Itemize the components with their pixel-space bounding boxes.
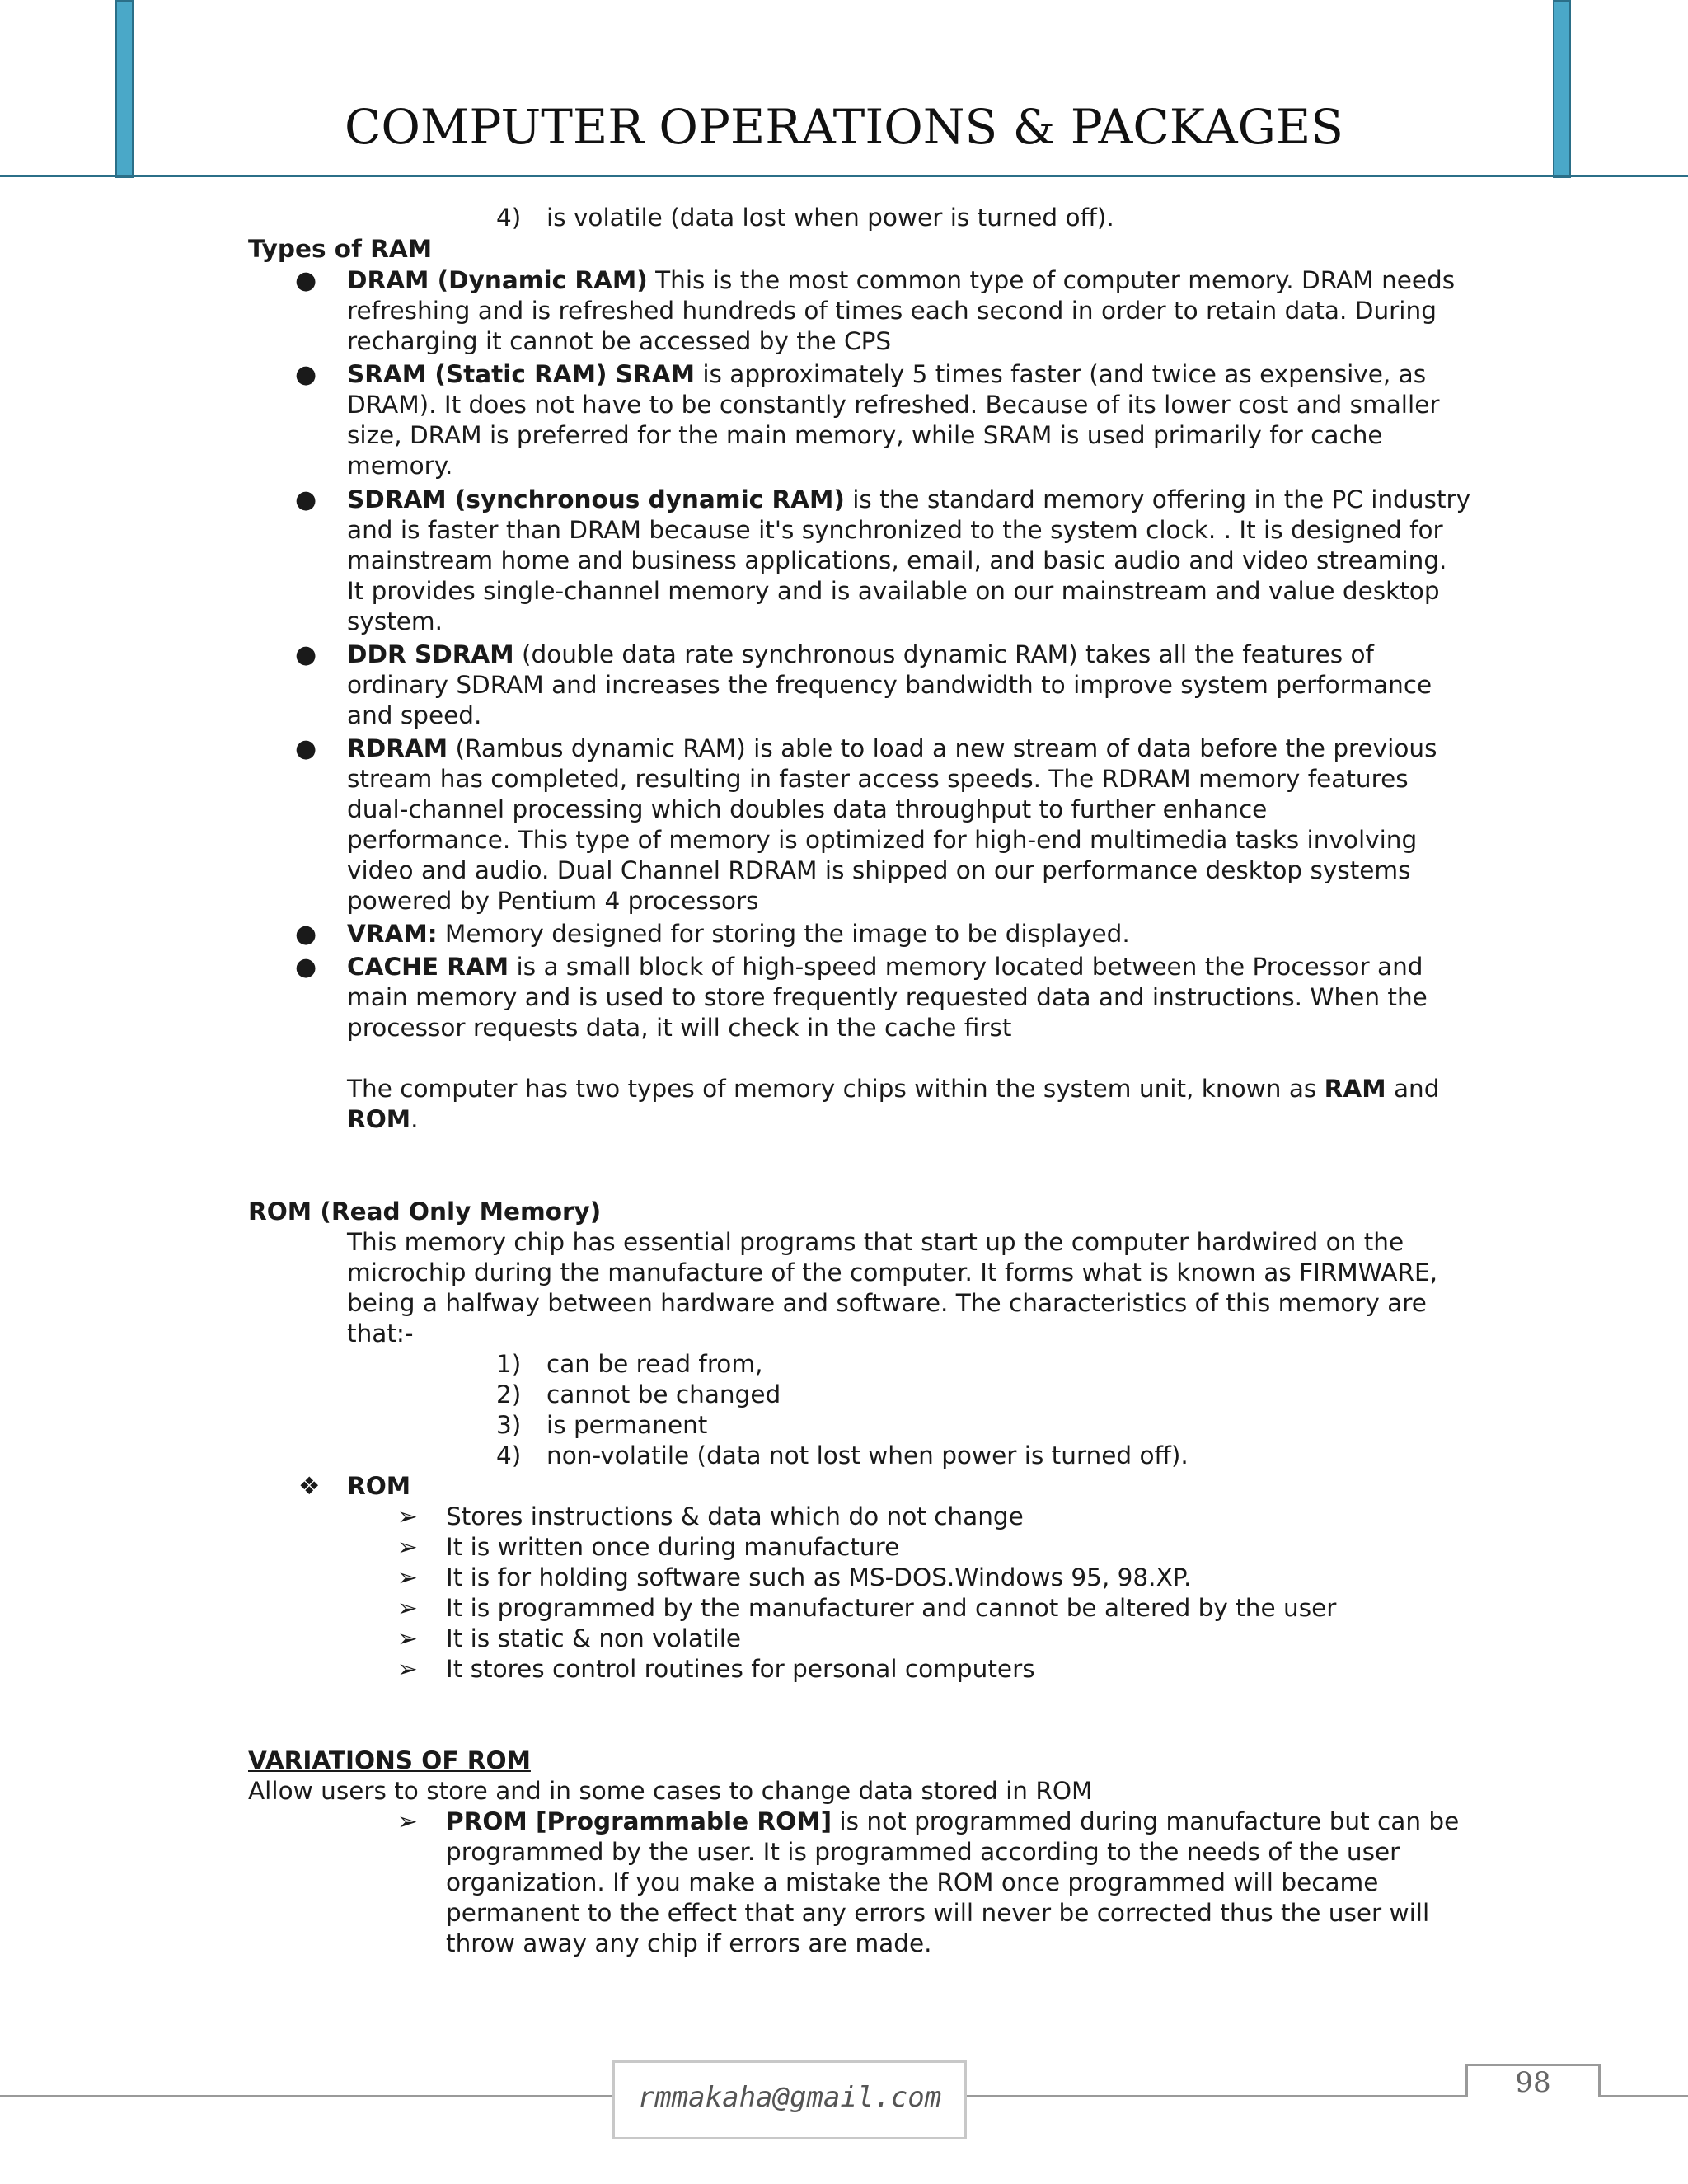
list-item-text: non-volatile (data not lost when power is turned off). [546,1441,1189,1469]
list-item-text: can be read from, [546,1350,763,1378]
section-heading-rom: ROM (Read Only Memory) [248,1197,602,1226]
page-number-box [1465,2064,1601,2097]
text-line: video and audio. Dual Channel RDRAM is shipped on our performance desktop systems [347,856,1411,884]
bullet-icon: ● [295,920,317,949]
bullet-icon: ● [295,266,317,295]
term: DDR SDRAM [347,640,514,668]
list-item-text: It is for holding software such as MS-DOS.Windows 95, 98.XP. [446,1563,1192,1591]
text-line: main memory and is used to store frequently requested data and instructions. When the [347,983,1428,1011]
term: PROM [Programmable ROM] [446,1807,832,1835]
arrow-bullet-icon: ➢ [397,1563,418,1591]
description: (double data rate synchronous dynamic RAM) takes all the features of [513,640,1374,668]
summary-line [347,1074,1439,1104]
term: DRAM (Dynamic RAM) [347,266,648,294]
ram-item-cache-ram [347,952,1423,982]
list-item-text: It is static & non volatile [446,1624,742,1652]
description: is the standard memory offering in the PC industry [844,485,1471,513]
summary-text: . [410,1105,419,1133]
paragraph-line: that:- [347,1319,414,1347]
ram-item-sdram [347,485,1470,515]
list-item-text: It is written once during manufacture [446,1533,900,1561]
text-line: organization. If you make a mistake the ROM once programmed will became [446,1868,1379,1896]
footer-rule-right [1599,2095,1688,2097]
paragraph-line: This memory chip has essential programs that start up the computer hardwired on the [347,1228,1404,1256]
summary-line [347,1104,419,1135]
description: (Rambus dynamic RAM) is able to load a new stream of data before the previous [448,734,1437,762]
list-number: 4) [496,204,522,232]
text-line: system. [347,607,443,635]
list-number: 3) [496,1411,522,1439]
diamond-bullet-icon: ❖ [298,1472,321,1500]
text-line: mainstream home and business applications, email, and basic audio and video streaming. [347,546,1447,574]
arrow-bullet-icon: ➢ [397,1533,418,1561]
list-number: 4) [496,1441,522,1469]
text-line: DRAM). It does not have to be constantly refreshed. Because of its lower cost and smaller [347,391,1440,419]
summary-rom: ROM [347,1105,411,1133]
footer-email-box [612,2060,967,2139]
summary-ram: RAM [1324,1075,1386,1103]
text-line: and is faster than DRAM because it's synchronized to the system clock. . It is designed for [347,516,1443,544]
list-item-text: It is programmed by the manufacturer and cannot be altered by the user [446,1594,1337,1622]
list-item-text: Stores instructions & data which do not change [446,1502,1024,1530]
description: is not programmed during manufacture but can be [832,1807,1460,1835]
paragraph-line: microchip during the manufacture of the computer. It forms what is known as FIRMWARE, [347,1258,1437,1286]
variations-intro: Allow users to store and in some cases to change data stored in ROM [248,1777,1093,1805]
ram-item-vram [347,919,1130,949]
summary-text: The computer has two types of memory chips within the system unit, known as [347,1075,1325,1103]
prom-item [446,1807,1459,1837]
text-line: refreshing and is refreshed hundreds of times each second in order to retain data. During [347,297,1437,325]
term: SDRAM (synchronous dynamic RAM) [347,485,845,513]
text-line: ordinary SDRAM and increases the frequency bandwidth to improve system performance [347,671,1432,699]
arrow-bullet-icon: ➢ [397,1624,418,1652]
footer-rule-middle [966,2095,1467,2097]
summary-text: and [1386,1075,1440,1103]
ram-item-rdram [347,733,1437,764]
text-line: stream has completed, resulting in faster access speeds. The RDRAM memory features [347,765,1409,793]
footer-rule-left [0,2095,614,2097]
term: RDRAM [347,734,448,762]
list-item-text: is permanent [546,1411,708,1439]
bullet-icon: ● [295,953,317,982]
page-title: COMPUTER OPERATIONS & PACKAGES [345,99,1343,155]
text-line: performance. This type of memory is optimized for high-end multimedia tasks involving [347,826,1418,854]
description: Memory designed for storing the image to be displayed. [437,920,1130,948]
term: VRAM: [347,920,438,948]
list-number: 2) [496,1380,522,1408]
bullet-icon: ● [295,485,317,514]
text-line: recharging it cannot be accessed by the CPS [347,327,892,355]
list-item-text: cannot be changed [546,1380,781,1408]
ram-item-dram [347,265,1455,296]
list-item-text: It stores control routines for personal computers [446,1655,1035,1683]
description: is a small block of high-speed memory located between the Processor and [509,953,1423,981]
text-line: and speed. [347,701,482,729]
text-line: processor requests data, it will check in the cache first [347,1014,1012,1042]
description: is approximately 5 times faster (and twice as expensive, as [694,360,1427,388]
list-item-text: is volatile (data lost when power is turned off). [546,204,1114,232]
ram-item-ddr-sdram [347,640,1374,670]
text-line: programmed by the user. It is programmed according to the needs of the user [446,1838,1400,1866]
text-line: It provides single-channel memory and is available on our mainstream and value desktop [347,577,1440,605]
term: CACHE RAM [347,953,509,981]
section-heading-types-of-ram: Types of RAM [248,235,433,263]
footer-email: rmmakaha@gmail.com [637,2081,942,2114]
text-line: size, DRAM is preferred for the main memory, while SRAM is used primarily for cache [347,421,1383,449]
paragraph-line: being a halfway between hardware and software. The characteristics of this memory are [347,1289,1427,1317]
section-heading-variations: VARIATIONS OF ROM [248,1746,531,1774]
text-line: throw away any chip if errors are made. [446,1929,932,1957]
text-line: permanent to the effect that any errors will never be corrected thus the user will [446,1899,1430,1927]
term: SRAM (Static RAM) SRAM [347,360,695,388]
arrow-bullet-icon: ➢ [397,1807,418,1835]
arrow-bullet-icon: ➢ [397,1594,418,1622]
bullet-icon: ● [295,360,317,389]
rom-sub-label: ROM [347,1472,411,1500]
text-line: powered by Pentium 4 processors [347,887,759,915]
arrow-bullet-icon: ➢ [397,1655,418,1683]
bullet-icon: ● [295,734,317,763]
ram-item-sram [347,359,1426,390]
arrow-bullet-icon: ➢ [397,1502,418,1530]
header-rule [0,175,1688,177]
text-line: memory. [347,452,453,480]
bullet-icon: ● [295,640,317,669]
list-number: 1) [496,1350,522,1378]
page-number: 98 [1515,2066,1551,2099]
text-line: dual-channel processing which doubles data throughput to further enhance [347,795,1268,823]
description: This is the most common type of computer memory. DRAM needs [647,266,1456,294]
